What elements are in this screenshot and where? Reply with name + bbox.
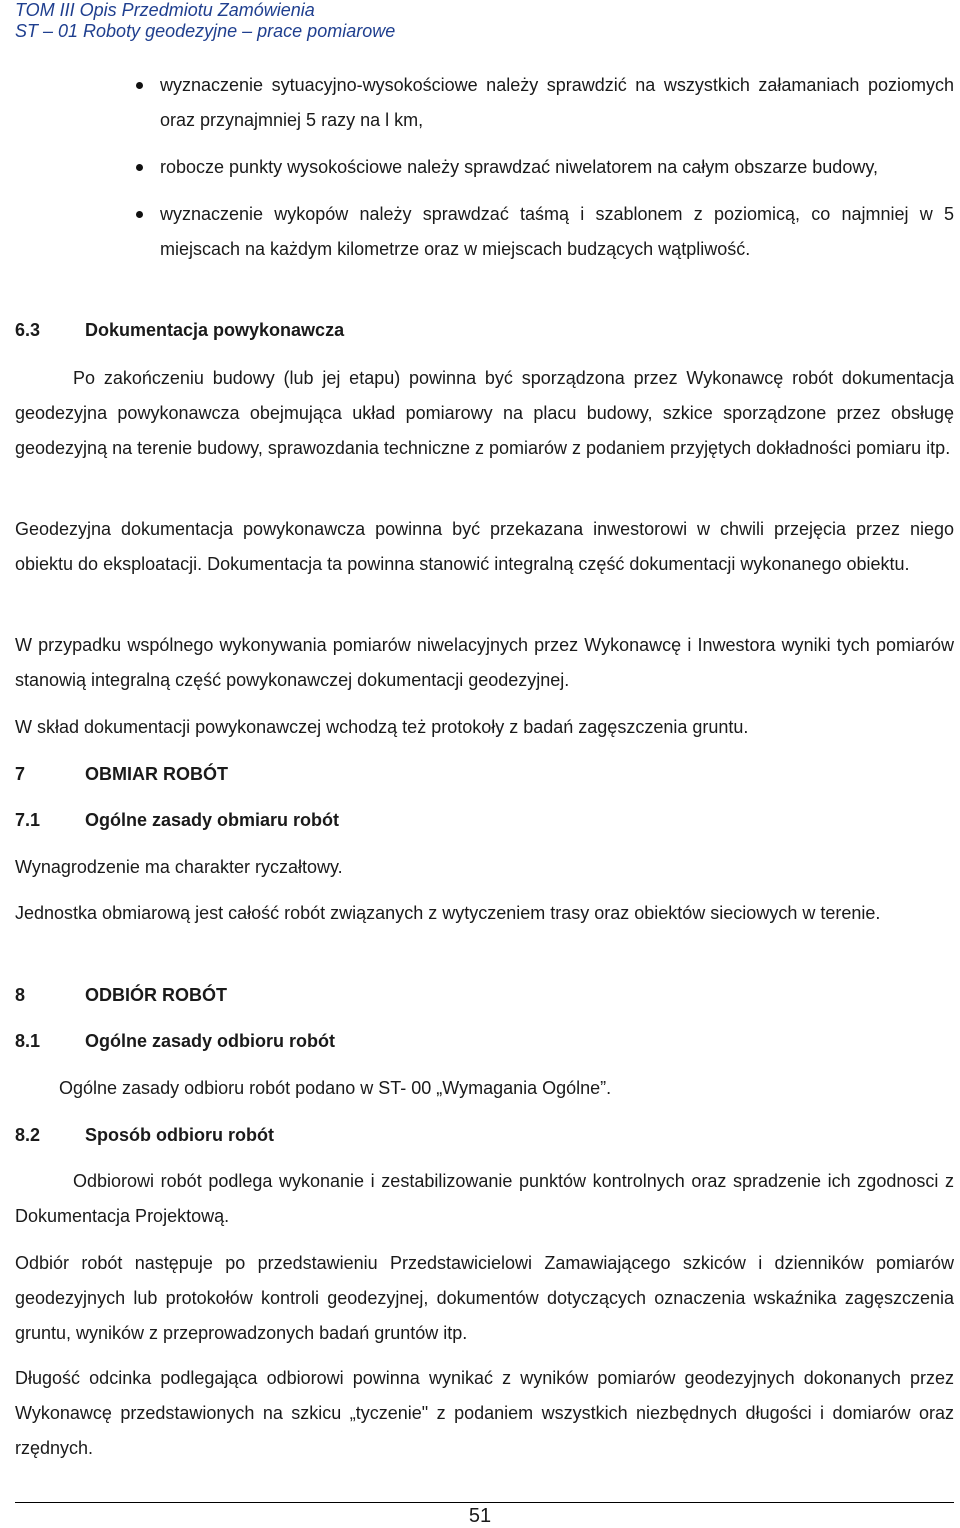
section-heading-7: 7 OBMIAR ROBÓT — [15, 764, 228, 784]
page-header — [15, 0, 715, 42]
section-heading-8-1: 8.1 Ogólne zasady odbioru robót — [15, 1031, 336, 1051]
paragraph: Po zakończeniu budowy (lub jej etapu) powinna być sporządzona przez Wykonawcę robót dokumentacja geodezyjna powykonawcza obejmująca układ pomiarowy na placu budowy, szkice sporządzone przez obsługę geodezyjną na terenie budowy, sprawozdania techniczne z pomiarów z podaniem przyjętych dokładności pomiaru itp. — [15, 368, 954, 458]
section-heading-8-2: 8.2 Sposób odbioru robót — [15, 1125, 274, 1145]
paragraph: Odbiór robót następuje po przedstawieniu Przedstawicielowi Zamawiającego szkiców i dzienników pomiarów geodezyjnych lub protokołów kontroli geodezyjnej, dokumentów dotyczących oznaczenia wskaźnika zagęszczenia gruntu, wyników z przeprowadzonych badań gruntów itp. — [15, 1253, 954, 1343]
paragraph: Ogólne zasady odbioru robót podano w ST- 00 „Wymagania Ogólne”. — [59, 1078, 612, 1098]
paragraph: Wynagrodzenie ma charakter ryczałtowy. — [15, 857, 343, 877]
bullet-list — [134, 68, 954, 279]
bullet-icon — [136, 82, 143, 89]
paragraph: Jednostka obmiarową jest całość robót związanych z wytyczeniem trasy oraz obiektów sieciowych w terenie. — [15, 903, 881, 923]
section-heading-8: 8 ODBIÓR ROBÓT — [15, 985, 227, 1005]
list-item: robocze punkty wysokościowe należy sprawdzać niwelatorem na całym obszarze budowy, — [134, 150, 954, 185]
paragraph: W skład dokumentacji powykonawczej wchodzą też protokoły z badań zagęszczenia gruntu. — [15, 717, 749, 737]
paragraph: Długość odcinka podlegająca odbiorowi powinna wynikać z wyników pomiarów geodezyjnych dokonanych przez Wykonawcę przedstawionych na szkicu „tyczenie" z podaniem wszystkich niezbędnych długości i domiarów oraz rzędnych. — [15, 1368, 954, 1458]
bullet-icon — [136, 164, 143, 171]
page-number: 51 — [468, 1505, 492, 1527]
paragraph: Odbiorowi robót podlega wykonanie i zestabilizowanie punktów kontrolnych oraz spradzenie ich zgodnosci z Dokumentacja Projektową. — [15, 1171, 954, 1226]
paragraph: Geodezyjna dokumentacja powykonawcza powinna być przekazana inwestorowi w chwili przejęcia przez niego obiektu do eksploatacji. Dokumentacja ta powinna stanowić integralną część dokumentacji wykonanego obiektu. — [15, 519, 954, 574]
paragraph: W przypadku wspólnego wykonywania pomiarów niwelacyjnych przez Wykonawcę i Inwestora wyniki tych pomiarów stanowią integralną część powykonawczej dokumentacji geodezyjnej. — [15, 635, 954, 690]
list-item: wyznaczenie sytuacyjno-wysokościowe należy sprawdzić na wszystkich załamaniach poziomych oraz przynajmniej 5 razy na l km, — [134, 68, 954, 138]
section-heading-6-3: 6.3 Dokumentacja powykonawcza — [15, 320, 345, 340]
header-title: TOM III Opis Przedmiotu Zamówienia — [15, 0, 315, 20]
header-subtitle: ST – 01 Roboty geodezyjne – prace pomiarowe — [15, 21, 396, 41]
footer-divider — [15, 1502, 954, 1503]
section-heading-7-1: 7.1 Ogólne zasady obmiaru robót — [15, 810, 340, 830]
list-item: wyznaczenie wykopów należy sprawdzać taśmą i szablonem z poziomicą, co najmniej w 5 miejscach na każdym kilometrze oraz w miejscach budzących wątpliwość. — [134, 197, 954, 267]
bullet-icon — [136, 211, 143, 218]
